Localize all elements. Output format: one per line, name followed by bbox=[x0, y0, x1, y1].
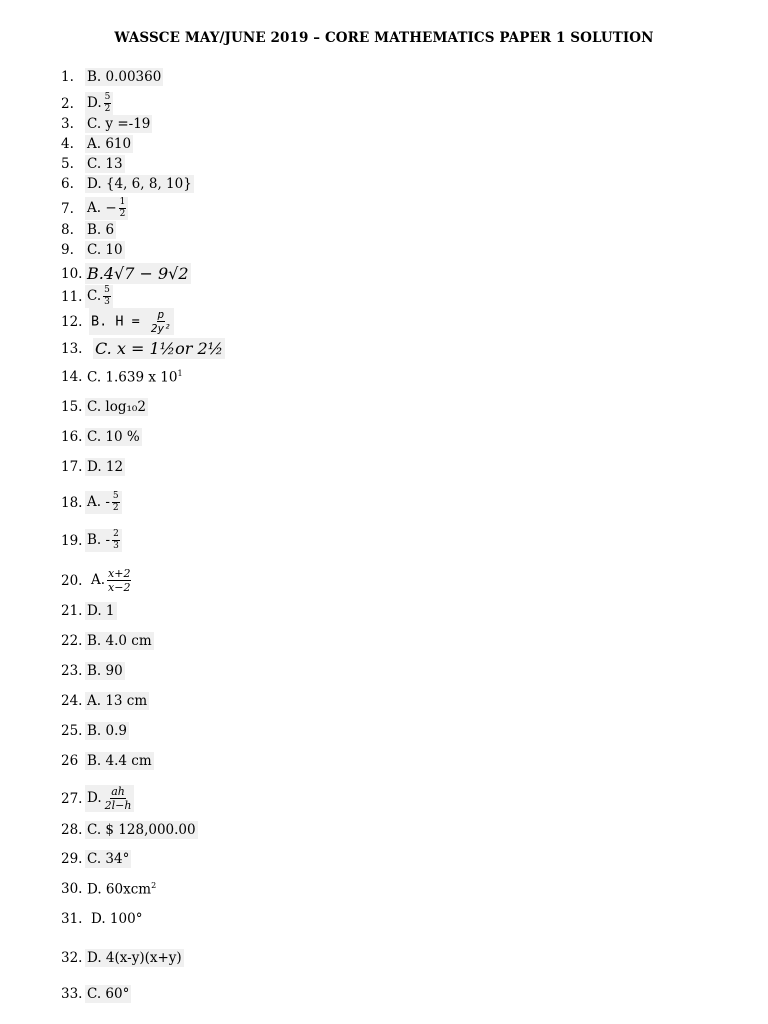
answer-number: 18. bbox=[61, 494, 83, 511]
fraction-denominator: 3 bbox=[104, 297, 110, 307]
answer-row-6 bbox=[61, 175, 194, 193]
answer-text bbox=[85, 68, 163, 86]
answer-number: 9. bbox=[61, 242, 74, 258]
answer-row-8 bbox=[61, 221, 116, 239]
answer-option: B. 4.4 cm bbox=[87, 753, 152, 769]
answer-option: D. 4(x-y)(x+y) bbox=[87, 950, 182, 966]
answer-number: 17. bbox=[61, 459, 83, 475]
answer-option: D. 1 bbox=[87, 603, 115, 619]
answer-number: 12. bbox=[61, 313, 83, 330]
answer-row-29 bbox=[61, 850, 131, 868]
answer-number: 31. bbox=[61, 911, 83, 927]
fraction-denominator: 2 bbox=[104, 104, 111, 114]
answer-option: D. bbox=[87, 95, 102, 111]
answer-option: D. 12 bbox=[87, 459, 124, 475]
fraction-numerator: 5 bbox=[112, 491, 119, 501]
answer-row-22 bbox=[61, 632, 154, 650]
answer-text bbox=[85, 785, 134, 812]
answer-number: 21. bbox=[61, 603, 83, 619]
answer-text bbox=[85, 752, 154, 770]
answer-number: 30. bbox=[61, 881, 83, 898]
answer-row-13 bbox=[61, 338, 225, 359]
fraction-numerator: p bbox=[157, 308, 165, 321]
answer-row-14 bbox=[61, 368, 185, 387]
answer-option: B. 4.0 cm bbox=[87, 633, 152, 649]
answer-row-15 bbox=[61, 398, 148, 416]
answer-row-7 bbox=[61, 197, 128, 220]
answer-text bbox=[85, 175, 194, 193]
answer-number: 4. bbox=[61, 136, 74, 152]
superscript: 1 bbox=[177, 369, 183, 378]
answer-row-26 bbox=[61, 752, 154, 770]
answer-row-31 bbox=[61, 910, 144, 928]
answer-number: 24. bbox=[61, 693, 83, 709]
answer-option: C. 10 % bbox=[87, 429, 140, 445]
answer-text bbox=[85, 602, 117, 620]
answer-option: D. 60xcm bbox=[87, 881, 152, 898]
answer-row-3 bbox=[61, 115, 152, 133]
answer-row-28 bbox=[61, 821, 198, 839]
fraction-denominator: 3 bbox=[113, 541, 119, 551]
answer-number: 10. bbox=[61, 265, 83, 282]
fraction bbox=[112, 492, 120, 513]
answer-text bbox=[85, 263, 191, 284]
superscript: 2 bbox=[151, 881, 157, 890]
answer-text bbox=[85, 722, 129, 740]
fraction-numerator: 2 bbox=[113, 529, 119, 539]
answer-text bbox=[85, 985, 131, 1003]
answer-row-12 bbox=[61, 308, 174, 335]
answer-text bbox=[85, 285, 113, 308]
answer-option: C. 1.639 x 10 bbox=[87, 369, 178, 386]
answer-option: C. x = 1½or 2½ bbox=[95, 339, 224, 358]
answer-text bbox=[85, 632, 154, 650]
answer-option: A. 610 bbox=[87, 136, 132, 152]
answer-option: C. 60° bbox=[87, 986, 130, 1002]
answer-option: C. 13 bbox=[87, 156, 123, 172]
answer-row-21 bbox=[61, 602, 117, 620]
answer-number: 33. bbox=[61, 986, 83, 1002]
answer-text bbox=[85, 135, 133, 153]
fraction-numerator: 1 bbox=[119, 197, 126, 207]
answer-text bbox=[85, 692, 149, 710]
answer-option: A. 13 cm bbox=[87, 693, 148, 709]
answer-text bbox=[85, 241, 125, 259]
answer-text bbox=[85, 92, 113, 115]
answer-option: C. y =-19 bbox=[87, 116, 151, 132]
answer-option: C. log₁₀2 bbox=[87, 399, 146, 415]
answer-option: B. 0.00360 bbox=[87, 69, 162, 85]
answer-text bbox=[85, 368, 185, 387]
answer-number: 15. bbox=[61, 399, 83, 415]
answer-number: 19. bbox=[61, 532, 83, 549]
answer-number: 27. bbox=[61, 790, 83, 807]
fraction bbox=[112, 530, 120, 551]
fraction-numerator: x+2 bbox=[108, 567, 131, 580]
answer-row-30 bbox=[61, 880, 158, 899]
fraction bbox=[107, 568, 131, 593]
answer-number: 5. bbox=[61, 156, 74, 172]
answer-option: B.4√7 − 9√2 bbox=[87, 264, 189, 283]
answer-option: D. bbox=[87, 790, 102, 806]
answer-text bbox=[85, 458, 125, 476]
answer-row-25 bbox=[61, 722, 129, 740]
answer-option: B. H = bbox=[91, 313, 148, 330]
fraction-denominator: 2l−h bbox=[104, 799, 132, 812]
answer-text bbox=[85, 115, 152, 133]
answer-option: C. 10 bbox=[87, 242, 123, 258]
answer-option: A. bbox=[91, 572, 106, 588]
fraction-denominator: 2y² bbox=[150, 322, 171, 335]
fraction-numerator: ah bbox=[111, 785, 125, 798]
answer-row-33 bbox=[61, 985, 131, 1003]
fraction bbox=[104, 786, 133, 811]
answer-row-5 bbox=[61, 155, 125, 173]
answer-number: 6. bbox=[61, 176, 74, 192]
fraction-denominator: 2 bbox=[112, 503, 119, 513]
answer-number: 26 bbox=[61, 753, 79, 769]
fraction-numerator: 5 bbox=[104, 285, 110, 295]
answer-text bbox=[85, 428, 142, 446]
answer-number: 20. bbox=[61, 572, 83, 589]
answer-number: 23. bbox=[61, 663, 83, 679]
answer-option: C. 34° bbox=[87, 851, 130, 867]
answer-row-32 bbox=[61, 949, 184, 967]
answer-text bbox=[89, 567, 133, 594]
answer-row-18 bbox=[61, 491, 122, 514]
answer-text bbox=[89, 308, 174, 335]
answer-text bbox=[93, 338, 225, 359]
answer-number: 25. bbox=[61, 723, 83, 739]
answer-row-10 bbox=[61, 263, 191, 284]
answer-row-1 bbox=[61, 68, 163, 86]
answer-option: A. − bbox=[87, 200, 117, 216]
answer-number: 28. bbox=[61, 822, 83, 838]
answer-option: B. 90 bbox=[87, 663, 123, 679]
answer-option: D. {4, 6, 8, 10} bbox=[87, 176, 192, 192]
answer-number: 1. bbox=[61, 69, 74, 85]
answer-text bbox=[89, 910, 144, 928]
answer-option: C. bbox=[87, 288, 102, 304]
answer-text bbox=[85, 197, 128, 220]
fraction bbox=[150, 309, 172, 334]
answer-option: B. 6 bbox=[87, 222, 115, 238]
fraction-denominator: 2 bbox=[119, 209, 126, 219]
answer-number: 16. bbox=[61, 429, 83, 445]
answer-number: 8. bbox=[61, 222, 74, 238]
fraction bbox=[119, 198, 127, 219]
answer-row-27 bbox=[61, 785, 134, 812]
answer-text bbox=[85, 529, 122, 552]
answer-row-19 bbox=[61, 529, 122, 552]
answer-number: 7. bbox=[61, 200, 74, 217]
fraction-denominator: x−2 bbox=[108, 581, 131, 594]
answer-row-9 bbox=[61, 241, 125, 259]
answer-number: 2. bbox=[61, 95, 74, 112]
answer-number: 22. bbox=[61, 633, 83, 649]
answer-text bbox=[85, 662, 125, 680]
answer-row-2 bbox=[61, 92, 113, 115]
answer-row-4 bbox=[61, 135, 133, 153]
fraction bbox=[104, 93, 112, 114]
answer-row-20 bbox=[61, 567, 133, 594]
answer-text bbox=[85, 850, 131, 868]
page-title: WASSCE MAY/JUNE 2019 – CORE MATHEMATICS PAPER 1 SOLUTION bbox=[114, 30, 654, 46]
answer-option: D. 100° bbox=[91, 911, 143, 927]
answer-option: A. - bbox=[87, 494, 110, 510]
answer-row-24 bbox=[61, 692, 149, 710]
answer-text bbox=[85, 491, 122, 514]
answer-option: B. - bbox=[87, 532, 111, 548]
answer-text bbox=[85, 880, 158, 899]
answer-text bbox=[85, 155, 125, 173]
answer-number: 14. bbox=[61, 369, 83, 386]
answer-text bbox=[85, 821, 198, 839]
fraction bbox=[103, 286, 111, 307]
answer-number: 13. bbox=[61, 340, 83, 357]
answer-row-16 bbox=[61, 428, 142, 446]
answer-option: B. 0.9 bbox=[87, 723, 127, 739]
answer-option: C. $ 128,000.00 bbox=[87, 822, 196, 838]
fraction-numerator: 5 bbox=[104, 92, 111, 102]
answer-text bbox=[85, 221, 116, 239]
answer-row-23 bbox=[61, 662, 125, 680]
answer-text bbox=[85, 398, 148, 416]
answer-row-11 bbox=[61, 285, 113, 308]
answer-number: 29. bbox=[61, 851, 83, 867]
answer-text bbox=[85, 949, 184, 967]
answer-number: 32. bbox=[61, 950, 83, 966]
answer-number: 11. bbox=[61, 288, 83, 305]
answer-row-17 bbox=[61, 458, 125, 476]
answer-number: 3. bbox=[61, 116, 74, 132]
